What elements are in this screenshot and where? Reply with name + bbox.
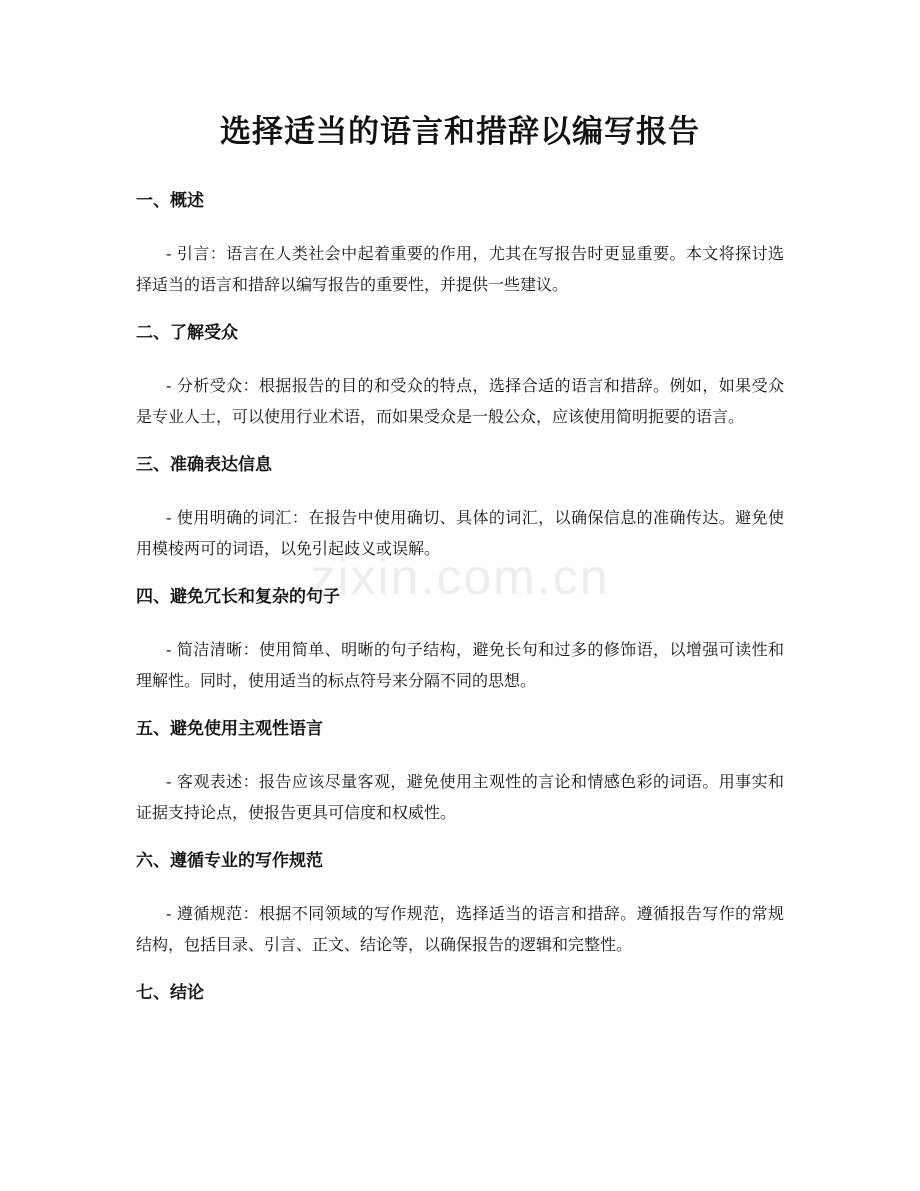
section-objective-language — [136, 714, 784, 828]
section-paragraph: - 客观表述：报告应该尽量客观，避免使用主观性的言论和情感色彩的词语。用事实和证据支持论点，使报告更具可信度和权威性。 — [136, 772, 784, 822]
section-heading: 七、结论 — [136, 983, 204, 1003]
section-concise-sentences — [136, 582, 784, 696]
section-heading: 三、准确表达信息 — [136, 455, 272, 475]
section-conclusion — [136, 978, 784, 1008]
section-heading: 五、避免使用主观性语言 — [136, 719, 323, 739]
section-heading: 一、概述 — [136, 191, 204, 211]
section-paragraph: - 分析受众：根据报告的目的和受众的特点，选择合适的语言和措辞。例如，如果受众是专业人士，可以使用行业术语，而如果受众是一般公众，应该使用简明扼要的语言。 — [136, 376, 784, 426]
section-audience — [136, 318, 784, 432]
section-paragraph: - 引言：语言在人类社会中起着重要的作用，尤其在写报告时更显重要。本文将探讨选择适当的语言和措辞以编写报告的重要性，并提供一些建议。 — [136, 244, 784, 294]
section-overview — [136, 186, 784, 300]
section-writing-standards — [136, 846, 784, 960]
document-title: 选择适当的语言和措辞以编写报告 — [220, 114, 700, 150]
section-paragraph: - 使用明确的词汇：在报告中使用确切、具体的词汇，以确保信息的准确传达。避免使用模棱两可的词语，以免引起歧义或误解。 — [136, 508, 784, 558]
section-heading: 二、了解受众 — [136, 323, 238, 343]
watermark: zixin.com.cn — [310, 549, 610, 605]
section-paragraph: - 遵循规范：根据不同领域的写作规范，选择适当的语言和措辞。遵循报告写作的常规结构，包括目录、引言、正文、结论等，以确保报告的逻辑和完整性。 — [136, 904, 784, 954]
section-heading: 四、避免冗长和复杂的句子 — [136, 587, 340, 607]
document-sections — [136, 186, 784, 1030]
section-paragraph: - 简洁清晰：使用简单、明晰的句子结构，避免长句和过多的修饰语，以增强可读性和理解性。同时，使用适当的标点符号来分隔不同的思想。 — [136, 640, 784, 690]
section-heading: 六、遵循专业的写作规范 — [136, 851, 323, 871]
section-accuracy — [136, 450, 784, 564]
